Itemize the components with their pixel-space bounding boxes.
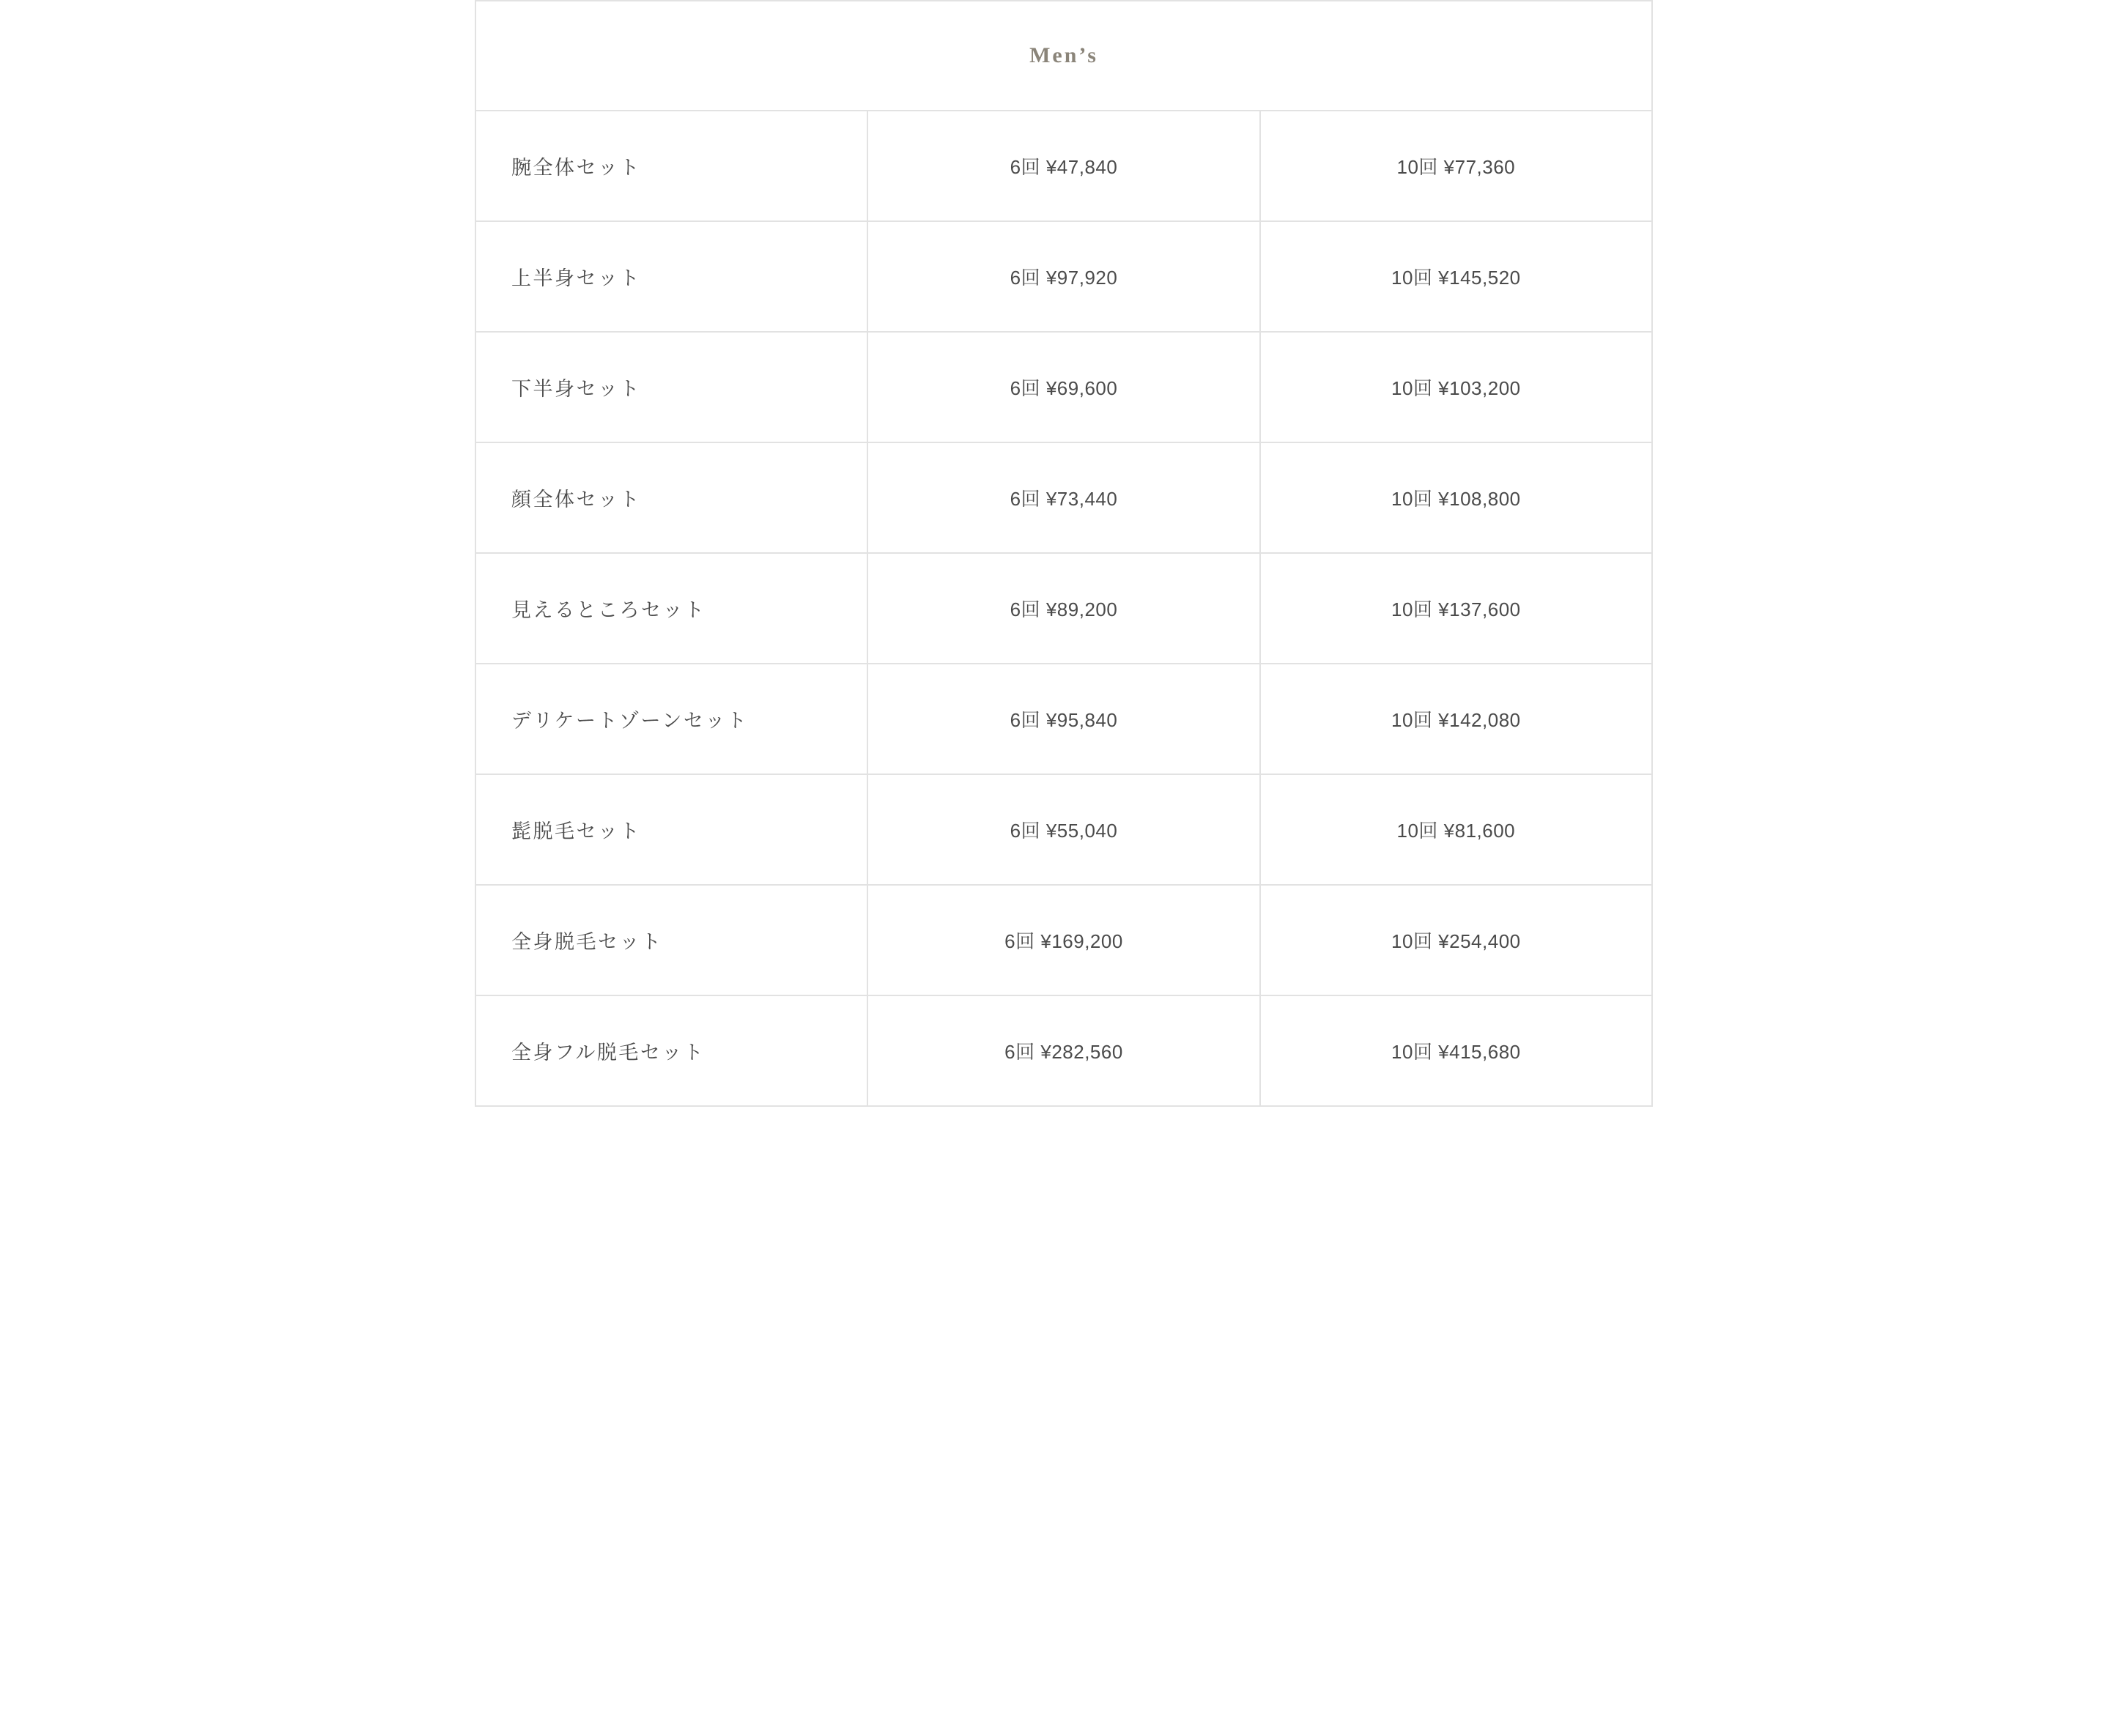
price-6-times: 6回 ¥169,200 <box>867 885 1259 995</box>
plan-name: 全身脱毛セット <box>475 885 867 995</box>
plan-name: デリケートゾーンセット <box>475 664 867 774</box>
table-title: Men’s <box>475 1 1652 111</box>
table-row <box>475 774 1652 885</box>
price-10-times: 10回 ¥81,600 <box>1260 774 1652 885</box>
price-6-times: 6回 ¥97,920 <box>867 221 1259 332</box>
table-row <box>475 995 1652 1106</box>
plan-name: 見えるところセット <box>475 553 867 664</box>
table-row <box>475 111 1652 221</box>
plan-name: 腕全体セット <box>475 111 867 221</box>
price-10-times: 10回 ¥103,200 <box>1260 332 1652 442</box>
table-row <box>475 664 1652 774</box>
price-6-times: 6回 ¥73,440 <box>867 442 1259 553</box>
price-6-times: 6回 ¥282,560 <box>867 995 1259 1106</box>
table-header-row <box>475 1 1652 111</box>
table-row <box>475 442 1652 553</box>
price-10-times: 10回 ¥142,080 <box>1260 664 1652 774</box>
price-10-times: 10回 ¥415,680 <box>1260 995 1652 1106</box>
price-6-times: 6回 ¥69,600 <box>867 332 1259 442</box>
plan-name: 上半身セット <box>475 221 867 332</box>
table-row <box>475 332 1652 442</box>
price-6-times: 6回 ¥95,840 <box>867 664 1259 774</box>
plan-name: 下半身セット <box>475 332 867 442</box>
price-6-times: 6回 ¥89,200 <box>867 553 1259 664</box>
table-header <box>475 1 1652 111</box>
plan-name: 全身フル脱毛セット <box>475 995 867 1106</box>
table-row <box>475 221 1652 332</box>
table-row <box>475 885 1652 995</box>
mens-price-table <box>475 0 1653 1107</box>
plan-name: 髭脱毛セット <box>475 774 867 885</box>
price-table-container <box>475 0 1653 1107</box>
table-row <box>475 553 1652 664</box>
price-6-times: 6回 ¥55,040 <box>867 774 1259 885</box>
price-10-times: 10回 ¥137,600 <box>1260 553 1652 664</box>
price-6-times: 6回 ¥47,840 <box>867 111 1259 221</box>
price-10-times: 10回 ¥145,520 <box>1260 221 1652 332</box>
plan-name: 顔全体セット <box>475 442 867 553</box>
price-10-times: 10回 ¥108,800 <box>1260 442 1652 553</box>
price-10-times: 10回 ¥77,360 <box>1260 111 1652 221</box>
table-body <box>475 111 1652 1106</box>
price-10-times: 10回 ¥254,400 <box>1260 885 1652 995</box>
